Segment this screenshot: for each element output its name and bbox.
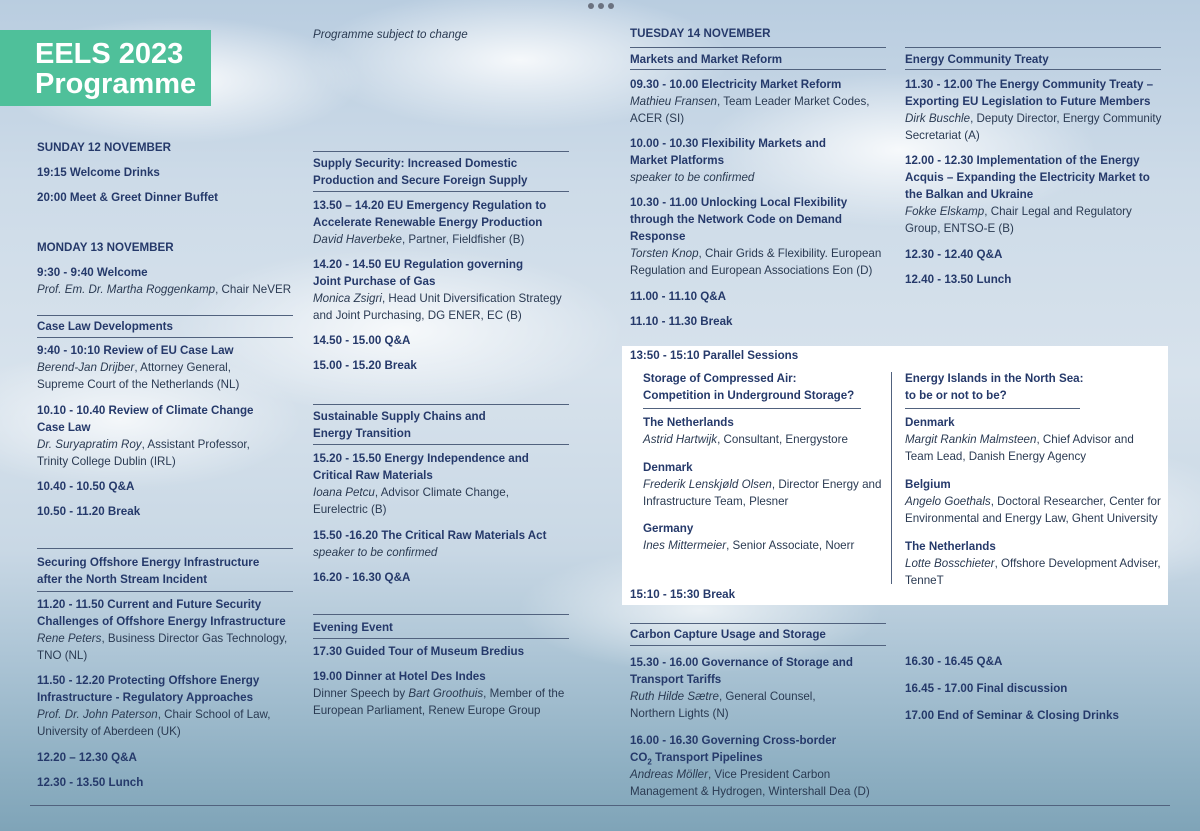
session-guided-tour: 17.30 Guided Tour of Museum Bredius: [313, 645, 525, 658]
session-local-flexibility: 10.30 - 11.00 Unlocking Local Flexibility through the Network Code on Demand Response Torsten Knop, Chair Grids & Flexibility. European Regulation and European Associations Eon (D): [630, 196, 882, 277]
speaker-name: Mathieu Fransen: [630, 95, 717, 108]
session-qa: 16.30 - 16.45 Q&A: [905, 655, 1003, 668]
day-heading-tuesday: TUESDAY 14 NOVEMBER: [630, 27, 771, 40]
speaker-name: Ioana Petcu: [313, 486, 375, 499]
speaker-name: Prof. Dr. John Paterson: [37, 708, 158, 721]
session-lunch: 12.40 - 13.50 Lunch: [905, 273, 1012, 286]
divider: [313, 444, 569, 445]
speaker-name: David Haverbeke: [313, 233, 402, 246]
speaker-denmark: Denmark Frederik Lenskjøld Olsen, Director Energy and Infrastructure Team, Plesner: [643, 461, 882, 508]
day-heading-monday: MONDAY 13 NOVEMBER: [37, 241, 174, 254]
speaker-name: Astrid Hartwijk: [643, 433, 718, 446]
divider: [37, 337, 293, 338]
speaker-belgium: Belgium Angelo Goethals, Doctoral Researcher, Center for Environmental and Energy Law, Ghent University: [905, 478, 1161, 525]
section-heading-offshore: Securing Offshore Energy Infrastructure after the North Stream Incident: [37, 556, 260, 586]
divider: [905, 69, 1161, 70]
divider: [37, 591, 293, 592]
dot: [598, 3, 604, 9]
speaker-role: , Chair NeVER: [215, 283, 292, 296]
session-critical-raw-materials-act: 15.50 -16.20 The Critical Raw Materials Act speaker to be confirmed: [313, 527, 569, 561]
speaker-name: speaker to be confirmed: [630, 171, 755, 184]
divider: [313, 638, 569, 639]
day-heading-sunday: SUNDAY 12 NOVEMBER: [37, 141, 172, 154]
title-line-1: EELS 2023: [35, 38, 184, 70]
divider: [37, 548, 293, 549]
speaker-denmark: Denmark Margit Rankin Malmsteen, Chief Advisor and Team Lead, Danish Energy Agency: [905, 416, 1134, 463]
session-offshore-security: 11.20 - 11.50 Current and Future Security Challenges of Offshore Energy Infrastructure Rene Peters, Business Director Gas Technology, TNO (NL): [37, 598, 288, 662]
session-dinner: 19.00 Dinner at Hotel Des Indes Dinner Speech by Bart Groothuis, Member of the European Parliament, Renew Europe Group: [313, 670, 565, 717]
divider: [905, 47, 1161, 48]
dot: [588, 3, 594, 9]
session-energy-acquis: 12.00 - 12.30 Implementation of the Energy Acquis – Expanding the Electricity Market to the Balkan and Ukraine Fokke Elskamp, Chair Legal and Regulatory Group, ENTSO-E (B): [905, 154, 1150, 235]
speaker-netherlands: The Netherlands Lotte Bosschieter, Offshore Development Adviser, TenneT: [905, 540, 1161, 587]
section-heading-case-law: Case Law Developments: [37, 320, 173, 333]
divider: [313, 151, 569, 152]
section-heading-ccus: Carbon Capture Usage and Storage: [630, 628, 826, 641]
session-break: 10.50 - 11.20 Break: [37, 505, 141, 518]
divider: [313, 614, 569, 615]
session-qa: 14.50 - 15.00 Q&A: [313, 334, 411, 347]
speaker-name: Dr. Suryapratim Roy: [37, 438, 142, 451]
divider: [630, 47, 886, 48]
session-break: 15:10 - 15:30 Break: [630, 588, 736, 601]
speaker-germany: Germany Ines Mittermeier, Senior Associate, Noerr: [643, 522, 855, 552]
divider: [37, 315, 293, 316]
session-final-discussion: 16.45 - 17.00 Final discussion: [905, 682, 1068, 695]
section-heading-evening-event: Evening Event: [313, 621, 393, 634]
speaker-name: Margit Rankin Malmsteen: [905, 433, 1037, 446]
session-lunch: 12.30 - 13.50 Lunch: [37, 776, 144, 789]
more-options-icon[interactable]: [586, 3, 616, 13]
divider: [630, 69, 886, 70]
section-heading-energy-community: Energy Community Treaty: [905, 53, 1049, 66]
speaker-name: Ruth Hilde Sætre: [630, 690, 719, 703]
session-break: 11.10 - 11.30 Break: [630, 315, 733, 328]
session-electricity-market-reform: 09.30 - 10.00 Electricity Market Reform Mathieu Fransen, Team Leader Market Codes, ACER (SI): [630, 78, 870, 125]
programme-title-box: [0, 30, 211, 106]
divider: [905, 408, 1080, 409]
divider: [643, 408, 861, 409]
session-qa: 11.00 - 11.10 Q&A: [630, 290, 727, 303]
speaker-name: Rene Peters: [37, 632, 102, 645]
divider: [630, 645, 886, 646]
parallel-sessions-heading: 13:50 - 15:10 Parallel Sessions: [630, 349, 799, 362]
session-energy-independence: 15.20 - 15.50 Energy Independence and Critical Raw Materials Ioana Petcu, Advisor Climate Change, Eurelectric (B): [313, 452, 529, 516]
section-heading-markets: Markets and Market Reform: [630, 53, 783, 66]
session-qa: 12.30 - 12.40 Q&A: [905, 248, 1003, 261]
session-qa: 16.20 - 16.30 Q&A: [313, 571, 411, 584]
session-emergency-regulation: 13.50 – 14.20 EU Emergency Regulation to Accelerate Renewable Energy Production David Haverbeke, Partner, Fieldfisher (B): [313, 199, 547, 246]
speaker-name: Berend-Jan Drijber: [37, 361, 135, 374]
session-welcome-drinks: 19:15 Welcome Drinks: [37, 166, 160, 179]
section-heading-sustainable-supply: Sustainable Supply Chains and Energy Transition: [313, 410, 486, 440]
session-qa: 10.40 - 10.50 Q&A: [37, 480, 135, 493]
section-heading-energy-islands: Energy Islands in the North Sea: to be or not to be?: [905, 372, 1084, 402]
session-protecting-offshore: 11.50 - 12.20 Protecting Offshore Energy Infrastructure - Regulatory Approaches Prof. Dr. John Paterson, Chair School of Law, University of Aberdeen (UK): [37, 674, 271, 738]
session-dinner-buffet: 20:00 Meet & Greet Dinner Buffet: [37, 191, 219, 204]
session-break: 15.00 - 15.20 Break: [313, 359, 417, 372]
divider: [313, 191, 569, 192]
speaker-name: speaker to be confirmed: [313, 546, 438, 559]
bottom-divider: [30, 805, 1170, 806]
speaker-name: Prof. Em. Dr. Martha Roggenkamp: [37, 283, 216, 296]
session-qa: 12.20 – 12.30 Q&A: [37, 751, 137, 764]
speaker-name: Ines Mittermeier: [643, 539, 727, 552]
programme-note: Programme subject to change: [313, 28, 468, 41]
session-energy-community-treaty: 11.30 - 12.00 The Energy Community Treaty – Exporting EU Legislation to Future Members Dirk Buschle, Deputy Director, Energy Community Secretariat (A): [905, 78, 1162, 142]
session-flexibility-markets: 10.00 - 10.30 Flexibility Markets and Market Platforms speaker to be confirmed: [630, 135, 886, 186]
panel-divider: [891, 372, 892, 584]
speaker-name: Torsten Knop: [630, 247, 699, 260]
section-heading-supply-security: Supply Security: Increased Domestic Production and Secure Foreign Supply: [313, 157, 528, 187]
session-closing-drinks: 17.00 End of Seminar & Closing Drinks: [905, 709, 1119, 722]
speaker-name: Lotte Bosschieter: [905, 557, 995, 570]
dot: [608, 3, 614, 9]
divider: [313, 404, 569, 405]
section-heading-compressed-air: Storage of Compressed Air: Competition in Underground Storage?: [643, 372, 855, 402]
speaker-name: Andreas Möller: [630, 768, 708, 781]
session-storage-governance: 15.30 - 16.00 Governance of Storage and Transport Tariffs Ruth Hilde Sætre, General Counsel, Northern Lights (N): [630, 656, 853, 720]
speaker-name: Bart Groothuis: [408, 687, 484, 700]
title-line-2: Programme: [35, 68, 197, 100]
speaker-name: Fokke Elskamp: [905, 205, 985, 218]
speaker-name: Monica Zsigri: [313, 292, 382, 305]
speaker-name: Angelo Goethals: [905, 495, 991, 508]
session-climate-case-law: 10.10 - 10.40 Review of Climate Change Case Law Dr. Suryapratim Roy, Assistant Professor, Trinity College Dublin (IRL): [37, 404, 254, 468]
session-welcome: 9:30 - 9:40 Welcome Prof. Em. Dr. Martha Roggenkamp, Chair NeVER: [37, 266, 292, 296]
speaker-name: Dirk Buschle: [905, 112, 971, 125]
session-joint-purchase-gas: 14.20 - 14.50 EU Regulation governing Joint Purchase of Gas Monica Zsigri, Head Unit Diversification Strategy and Joint Purchasing, DG ENER, EC (B): [313, 258, 562, 322]
speaker-netherlands: The Netherlands Astrid Hartwijk, Consultant, Energystore: [643, 416, 848, 446]
divider: [630, 623, 886, 624]
speaker-name: Frederik Lenskjøld Olsen: [643, 478, 772, 491]
session-eu-case-law: 9:40 - 10:10 Review of EU Case Law Berend-Jan Drijber, Attorney General, Supreme Court of the Netherlands (NL): [37, 344, 240, 391]
session-co2-pipelines: 16.00 - 16.30 Governing Cross-border $CO_2$ Transport Pipelines Andreas Möller, Vice President Carbon Management & Hydrogen, Wintershall Dea (D): [630, 734, 870, 798]
